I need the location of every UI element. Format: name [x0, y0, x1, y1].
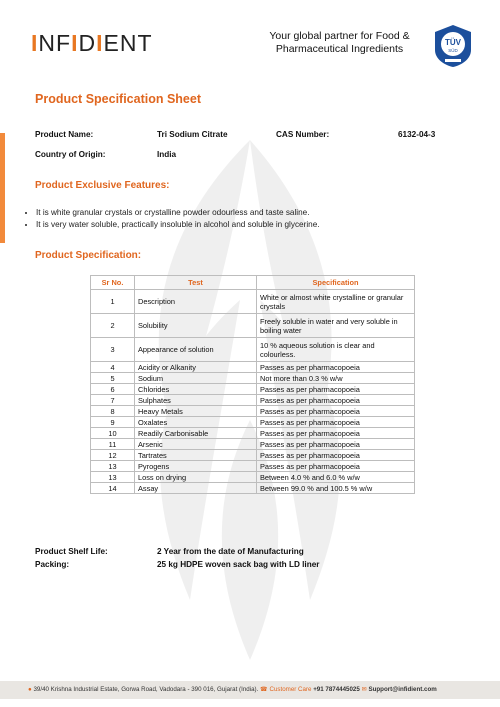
shelf-life-value: 2 Year from the date of Manufacturing	[157, 547, 304, 556]
cell-test: Readily Carbonisable	[135, 428, 257, 439]
cell-specification: Passes as per pharmacopoeia	[257, 406, 415, 417]
cell-test: Loss on drying	[135, 472, 257, 483]
specification-table-body	[91, 290, 415, 494]
country-of-origin-value: India	[157, 150, 177, 159]
table-row	[91, 428, 415, 439]
customer-care-label: Customer Care	[269, 686, 312, 693]
cell-sr-no: 13	[91, 472, 135, 483]
table-row	[91, 472, 415, 483]
logo-text: INFIDIENT	[31, 30, 153, 56]
cell-specification: Passes as per pharmacopoeia	[257, 417, 415, 428]
infidient-logo	[31, 30, 153, 57]
footer-phone[interactable]: +91 7874445025	[313, 686, 360, 693]
cell-sr-no: 1	[91, 290, 135, 314]
table-row	[91, 314, 415, 338]
cell-specification: Passes as per pharmacopoeia	[257, 384, 415, 395]
cell-sr-no: 4	[91, 362, 135, 373]
product-name-label: Product Name:	[35, 130, 94, 139]
column-header-sr-no: Sr No.	[91, 276, 135, 290]
tuv-certification-badge-icon	[432, 24, 474, 68]
cell-sr-no: 12	[91, 450, 135, 461]
table-row	[91, 290, 415, 314]
cell-test: Tartrates	[135, 450, 257, 461]
features-list	[22, 207, 476, 231]
tagline-line-2: Pharmaceutical Ingredients	[275, 43, 404, 55]
cell-sr-no: 7	[91, 395, 135, 406]
table-row	[91, 483, 415, 494]
cell-sr-no: 14	[91, 483, 135, 494]
email-icon: ✉	[361, 686, 367, 693]
column-header-test: Test	[135, 276, 257, 290]
table-header-row	[91, 276, 415, 290]
cell-specification: Passes as per pharmacopoeia	[257, 450, 415, 461]
table-row	[91, 450, 415, 461]
table-row	[91, 338, 415, 362]
specification-heading: Product Specification:	[35, 250, 142, 261]
packing-value: 25 kg HDPE woven sack bag with LD liner	[157, 560, 320, 569]
cell-specification: Between 99.0 % and 100.5 % w/w	[257, 483, 415, 494]
cas-number-label: CAS Number:	[276, 130, 330, 139]
cell-test: Assay	[135, 483, 257, 494]
table-row	[91, 373, 415, 384]
table-row	[91, 406, 415, 417]
cell-test: Arsenic	[135, 439, 257, 450]
country-of-origin-label: Country of Origin:	[35, 150, 106, 159]
cell-specification: Passes as per pharmacopoeia	[257, 461, 415, 472]
cell-test: Sulphates	[135, 395, 257, 406]
cell-specification: Between 4.0 % and 6.0 % w/w	[257, 472, 415, 483]
table-row	[91, 417, 415, 428]
cell-sr-no: 6	[91, 384, 135, 395]
cell-specification: White or almost white crystalline or granular crystals	[257, 290, 415, 314]
footer-contact	[28, 686, 437, 693]
table-row	[91, 362, 415, 373]
cell-sr-no: 13	[91, 461, 135, 472]
footer-email[interactable]: Support@infidient.com	[368, 686, 437, 693]
table-row	[91, 439, 415, 450]
cell-test: Chlorides	[135, 384, 257, 395]
cell-specification: Passes as per pharmacopoeia	[257, 439, 415, 450]
cell-sr-no: 10	[91, 428, 135, 439]
shelf-life-label: Product Shelf Life:	[35, 547, 108, 556]
page-title: Product Specification Sheet	[35, 92, 202, 106]
cell-sr-no: 11	[91, 439, 135, 450]
cell-specification: Passes as per pharmacopoeia	[257, 395, 415, 406]
cell-sr-no: 5	[91, 373, 135, 384]
cell-sr-no: 9	[91, 417, 135, 428]
cell-sr-no: 2	[91, 314, 135, 338]
tuv-badge-text: TÜV	[445, 38, 461, 47]
cell-specification: Not more than 0.3 % w/w	[257, 373, 415, 384]
cell-test: Description	[135, 290, 257, 314]
feature-item: • It is white granular crystals or crystalline powder odourless and taste saline.	[36, 207, 476, 219]
cell-test: Solubility	[135, 314, 257, 338]
cell-specification: 10 % aqueous solution is clear and colourless.	[257, 338, 415, 362]
table-row	[91, 395, 415, 406]
product-name-value: Tri Sodium Citrate	[157, 130, 228, 139]
cell-test: Sodium	[135, 373, 257, 384]
phone-icon: ☎	[260, 686, 268, 693]
feature-item: • It is very water soluble, practically insoluble in alcohol and soluble in glycerine.	[36, 219, 476, 231]
footer-address: 39/40 Krishna Industrial Estate, Gorwa Road, Vadodara - 390 016, Gujarat (India).	[33, 686, 259, 693]
cell-test: Acidity or Alkanity	[135, 362, 257, 373]
cell-test: Appearance of solution	[135, 338, 257, 362]
table-row	[91, 461, 415, 472]
tuv-badge-subtext: SÜD	[448, 48, 458, 53]
cell-sr-no: 3	[91, 338, 135, 362]
tagline	[262, 30, 417, 56]
column-header-specification: Specification	[257, 276, 415, 290]
table-row	[91, 384, 415, 395]
tagline-line-1: Your global partner for Food &	[269, 30, 410, 42]
location-pin-icon: ●	[28, 686, 32, 693]
orange-side-bar	[0, 133, 5, 243]
cell-specification: Passes as per pharmacopoeia	[257, 428, 415, 439]
specification-table	[90, 275, 415, 494]
features-heading: Product Exclusive Features:	[35, 180, 170, 191]
cell-test: Heavy Metals	[135, 406, 257, 417]
packing-label: Packing:	[35, 560, 70, 569]
cell-specification: Passes as per pharmacopoeia	[257, 362, 415, 373]
cell-specification: Freely soluble in water and very soluble in boiling water	[257, 314, 415, 338]
cell-sr-no: 8	[91, 406, 135, 417]
cas-number-value: 6132-04-3	[398, 130, 436, 139]
cell-test: Pyrogens	[135, 461, 257, 472]
cell-test: Oxalates	[135, 417, 257, 428]
